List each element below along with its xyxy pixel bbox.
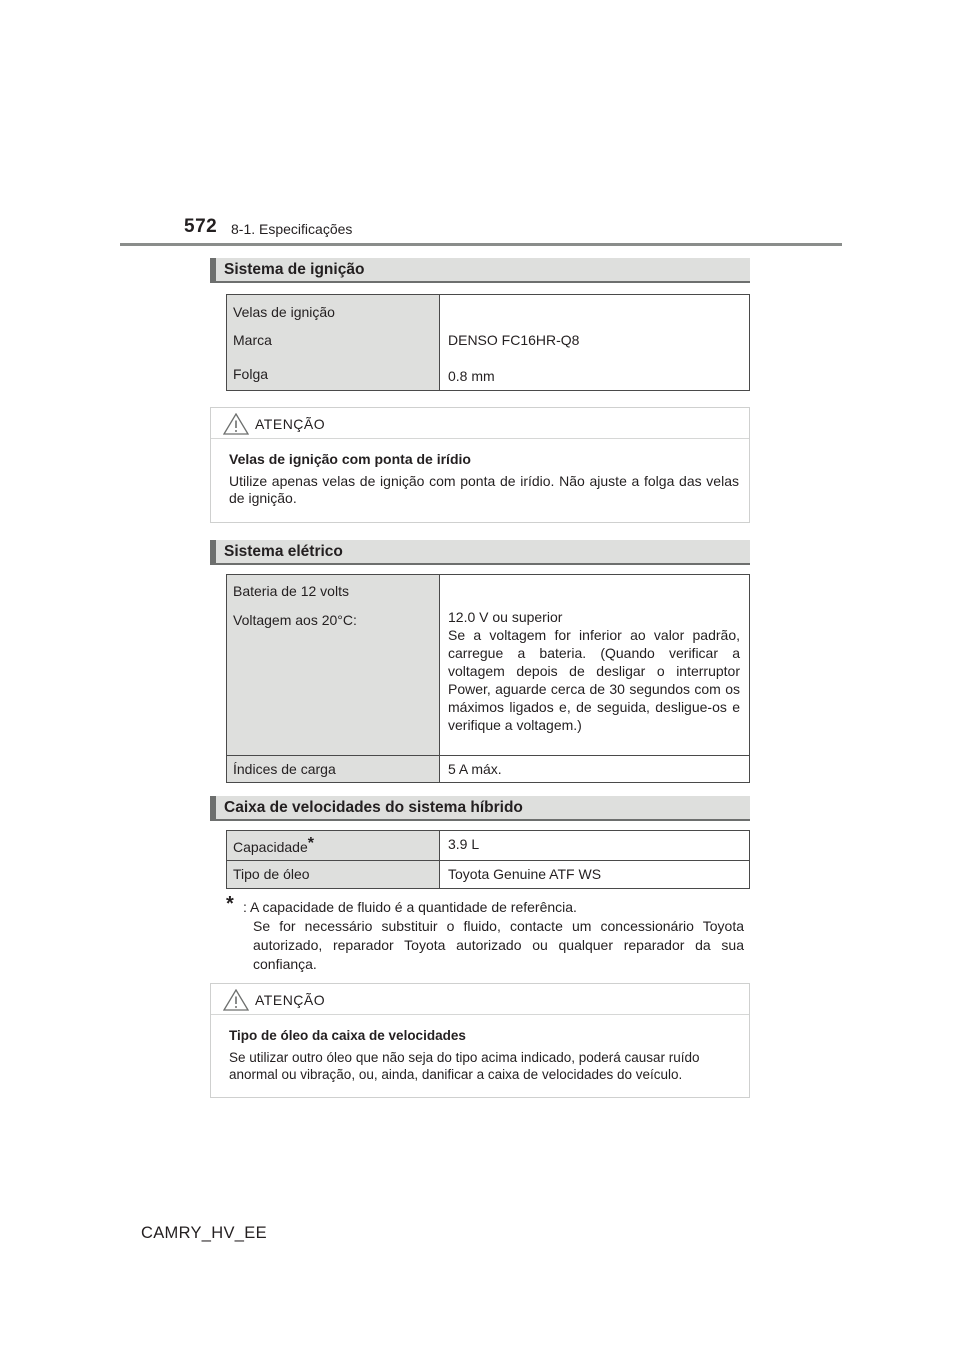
header-divider <box>120 243 842 246</box>
warning-box-spark-plugs <box>210 407 750 523</box>
ignition-label-cell <box>227 295 440 391</box>
ignition-spec-table <box>226 294 750 391</box>
charge-value: 5 A máx. <box>448 761 502 777</box>
ignition-value-cell <box>440 295 750 391</box>
warning-header <box>211 984 749 1015</box>
warning-header <box>211 408 749 439</box>
voltage-note: Se a voltagem for inferior ao valor padrão, carregue a bateria. (Quando verificar a voltagem depois de desligar o interruptor Power, aguarde cerca de 30 segundos com os máximos ligados e, de seguida, desligue-os e verifique a voltagem.) <box>448 627 740 733</box>
footnote <box>226 893 744 974</box>
section-title: Sistema elétrico <box>224 543 343 560</box>
charge-value-cell <box>440 756 750 783</box>
warning-text: Utilize apenas velas de ignição com ponta de irídio. Não ajuste a folga das velas de ignição. <box>229 473 739 506</box>
footer-model-code: CAMRY_HV_EE <box>141 1224 267 1242</box>
footnote-line1: : A capacidade de fluido é a quantidade de referência. <box>243 899 577 915</box>
warning-label: ATENÇÃO <box>255 416 326 432</box>
warning-title: Velas de ignição com ponta de irídio <box>229 451 471 467</box>
battery-label-cell <box>227 575 440 756</box>
chapter-title: 8-1. Especificações <box>231 221 353 237</box>
brand-value: DENSO FC16HR-Q8 <box>448 332 580 348</box>
spark-plug-title: Velas de ignição <box>233 304 335 320</box>
warning-label: ATENÇÃO <box>255 992 326 1008</box>
warning-body <box>211 439 749 521</box>
battery-title: Bateria de 12 volts <box>233 583 349 599</box>
section-bar <box>210 258 216 281</box>
warning-triangle-icon <box>223 413 249 435</box>
charge-label: Índices de carga <box>233 761 336 777</box>
capacity-value: 3.9 L <box>448 836 480 852</box>
brand-label: Marca <box>233 332 272 348</box>
section-title: Caixa de velocidades do sistema híbrido <box>224 799 523 816</box>
section-title: Sistema de ignição <box>224 261 365 278</box>
capacity-value-cell <box>440 831 750 861</box>
voltage-value: 12.0 V ou superior <box>448 609 563 625</box>
warning-body <box>211 1015 749 1097</box>
oil-label-cell <box>227 861 440 889</box>
warning-title: Tipo de óleo da caixa de velocidades <box>229 1028 466 1043</box>
warning-triangle-icon <box>223 989 249 1011</box>
warning-box-transmission-oil <box>210 983 750 1098</box>
transmission-spec-table <box>226 830 750 889</box>
charge-label-cell <box>227 756 440 783</box>
oil-value: Toyota Genuine ATF WS <box>448 866 602 882</box>
warning-text: Se utilizar outro óleo que não seja do tipo acima indicado, poderá causar ruído anormal ou vibração, ou, ainda, danificar a caixa de velocidades do veículo. <box>229 1050 700 1082</box>
section-heading-transmission <box>210 796 750 821</box>
section-heading-electrical <box>210 540 750 565</box>
footnote-star: * <box>226 893 234 915</box>
battery-value-cell <box>440 575 750 756</box>
section-heading-ignition <box>210 258 750 283</box>
gap-value: 0.8 mm <box>448 368 495 384</box>
capacity-label: Capacidade <box>233 839 308 855</box>
oil-value-cell <box>440 861 750 889</box>
voltage-label: Voltagem aos 20°C: <box>233 612 357 628</box>
page-number: 572 <box>184 216 218 237</box>
oil-label: Tipo de óleo <box>233 866 310 882</box>
capacity-label-cell <box>227 831 440 861</box>
section-bar <box>210 540 216 563</box>
footnote-marker: * <box>307 835 314 852</box>
section-bar <box>210 796 216 819</box>
gap-label: Folga <box>233 366 269 382</box>
electrical-spec-table <box>226 574 750 783</box>
footnote-line2: Se for necessário substituir o fluido, contacte um concessionário Toyota autorizado, reparador Toyota autorizado ou qualquer reparador da sua confiança. <box>253 918 744 972</box>
